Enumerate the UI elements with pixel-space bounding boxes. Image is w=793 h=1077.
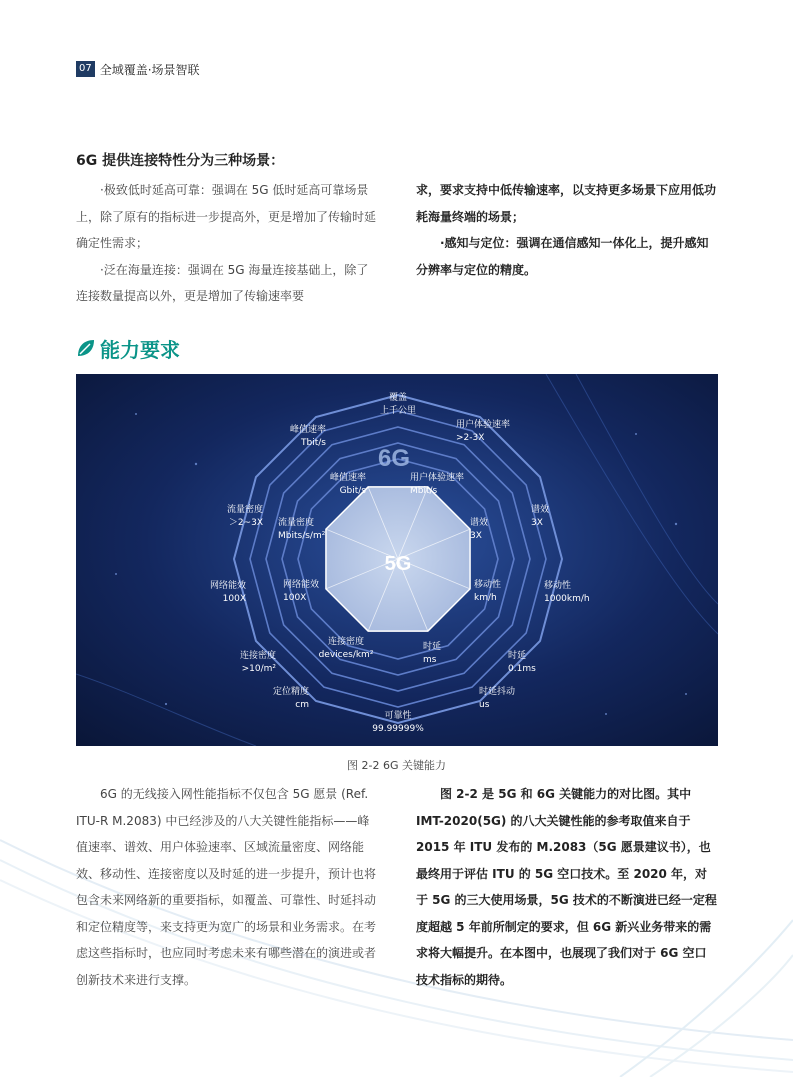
metric-label: 移动性	[544, 581, 572, 591]
6g-capability-figure	[76, 374, 718, 746]
page-header	[76, 60, 200, 78]
metric-value: us	[479, 700, 490, 710]
metric-label: 可靠性	[384, 711, 412, 721]
metric-label: 定位精度	[272, 687, 309, 697]
right-bottom-column	[416, 781, 718, 993]
metric-label: 谱效	[470, 518, 489, 528]
figure-caption: 图 2-2 6G 关键能力	[347, 759, 446, 772]
metric-label: 连接密度	[239, 651, 276, 661]
metric-label: 时延	[423, 642, 442, 652]
metric-value: devices/km²	[318, 650, 374, 660]
left-bottom-column	[76, 781, 378, 993]
metric-value: Tbit/s	[301, 438, 326, 448]
paragraph: 图 2-2 是 5G 和 6G 关键能力的对比图。其中 IMT-2020(5G) 的八大关键性能的参考取值来自于 2015 年 ITU 发布的 M.2083（5G 愿景建议书），也最终用于评估 ITU 的 5G 空口技术。至 2020 年，对于 5G 的三大使用场景，5G 技术的不断演进已经一定程度超越 5 年前所制定的要求，但 6G 新兴业务带来的需求将大幅提升。在本图中，也展现了我们对于 6G 空口技术指标的期待。	[416, 787, 717, 987]
metric-label: 流量密度	[226, 505, 263, 515]
metric-label: 峰值速率	[329, 473, 366, 483]
metric-value: cm	[295, 700, 309, 710]
metric-value: 1000km/h	[544, 594, 590, 604]
metric-value: 0.1ms	[508, 664, 536, 674]
paragraph: ·感知与定位：强调在通信感知一体化上，提升感知分辨率与定位的精度。	[416, 236, 709, 277]
5g-label: 5G	[384, 553, 412, 575]
chapter-title: 全域覆盖·场景智联	[99, 62, 200, 77]
right-top-column	[416, 177, 718, 283]
section-title: 能力要求	[100, 337, 180, 362]
paragraph: ·极致低时延高可靠：强调在 5G 低时延高可靠场景上，除了原有的指标进一步提高外，更是增加了传输时延确定性需求；	[76, 183, 377, 250]
metric-value: km/h	[474, 593, 497, 603]
paragraph: ·泛在海量连接：强调在 5G 海量连接基础上，除了连接数量提高以外，更是增加了传输速率要	[76, 262, 369, 303]
metric-label: 峰值速率	[289, 425, 326, 435]
leaf-icon	[76, 338, 96, 358]
metric-label: 网络能效	[283, 580, 320, 590]
metric-value: 3X	[470, 531, 482, 541]
metric-label: 用户体验速率	[410, 473, 465, 483]
chapter-number: 07	[76, 61, 95, 77]
metric-label: 网络能效	[209, 581, 246, 591]
metric-label: 移动性	[474, 580, 502, 590]
metric-value: Mbits/s/m²	[278, 531, 326, 541]
metric-value: 100X	[283, 593, 307, 603]
6g-label: 6G	[377, 445, 411, 472]
left-top-column	[76, 177, 378, 310]
section-heading	[76, 333, 180, 363]
intro-heading: 6G 提供连接特性分为三种场景：	[76, 153, 285, 169]
paragraph: 6G 的无线接入网性能指标不仅包含 5G 愿景 (Ref. ITU-R M.2083) 中已经涉及的八大关键性能指标——峰值速率、谱效、用户体验速率、区域流量密度、网络能效、移动性、连接密度以及时延的进一步提升，预计也将包含未来网络新的重要指标，如覆盖、可靠性、时延抖动和定位精度等，来支持更为宽广的场景和业务需求。在考虑这些指标时，也应同时考虑未来有哪些潜在的演进或者创新技术来进行支撑。	[76, 787, 377, 987]
metric-label: 时延抖动	[479, 687, 516, 697]
metric-value: Gbit/s	[339, 486, 366, 496]
metric-value: 3X	[531, 518, 543, 528]
metric-label: 流量密度	[278, 518, 315, 528]
metric-label: 覆盖	[388, 393, 408, 403]
metric-value: ms	[423, 655, 437, 665]
metric-label: 时延	[508, 651, 527, 661]
metric-label: 连接密度	[327, 637, 365, 647]
metric-value: >10/m²	[241, 664, 276, 674]
metric-value: 100X	[222, 594, 246, 604]
metric-value: 99.99999%	[372, 724, 424, 734]
metric-value: ＞2~3X	[228, 518, 263, 528]
metric-label: 用户体验速率	[456, 420, 511, 430]
metric-value: 上千公里	[379, 406, 417, 416]
metric-value: Mbit/s	[410, 486, 438, 496]
metric-value: >2-3X	[456, 433, 485, 443]
metric-label: 谱效	[531, 505, 550, 515]
paragraph: 求，要求支持中低传输速率，以支持更多场景下应用低功耗海量终端的场景；	[416, 183, 717, 224]
